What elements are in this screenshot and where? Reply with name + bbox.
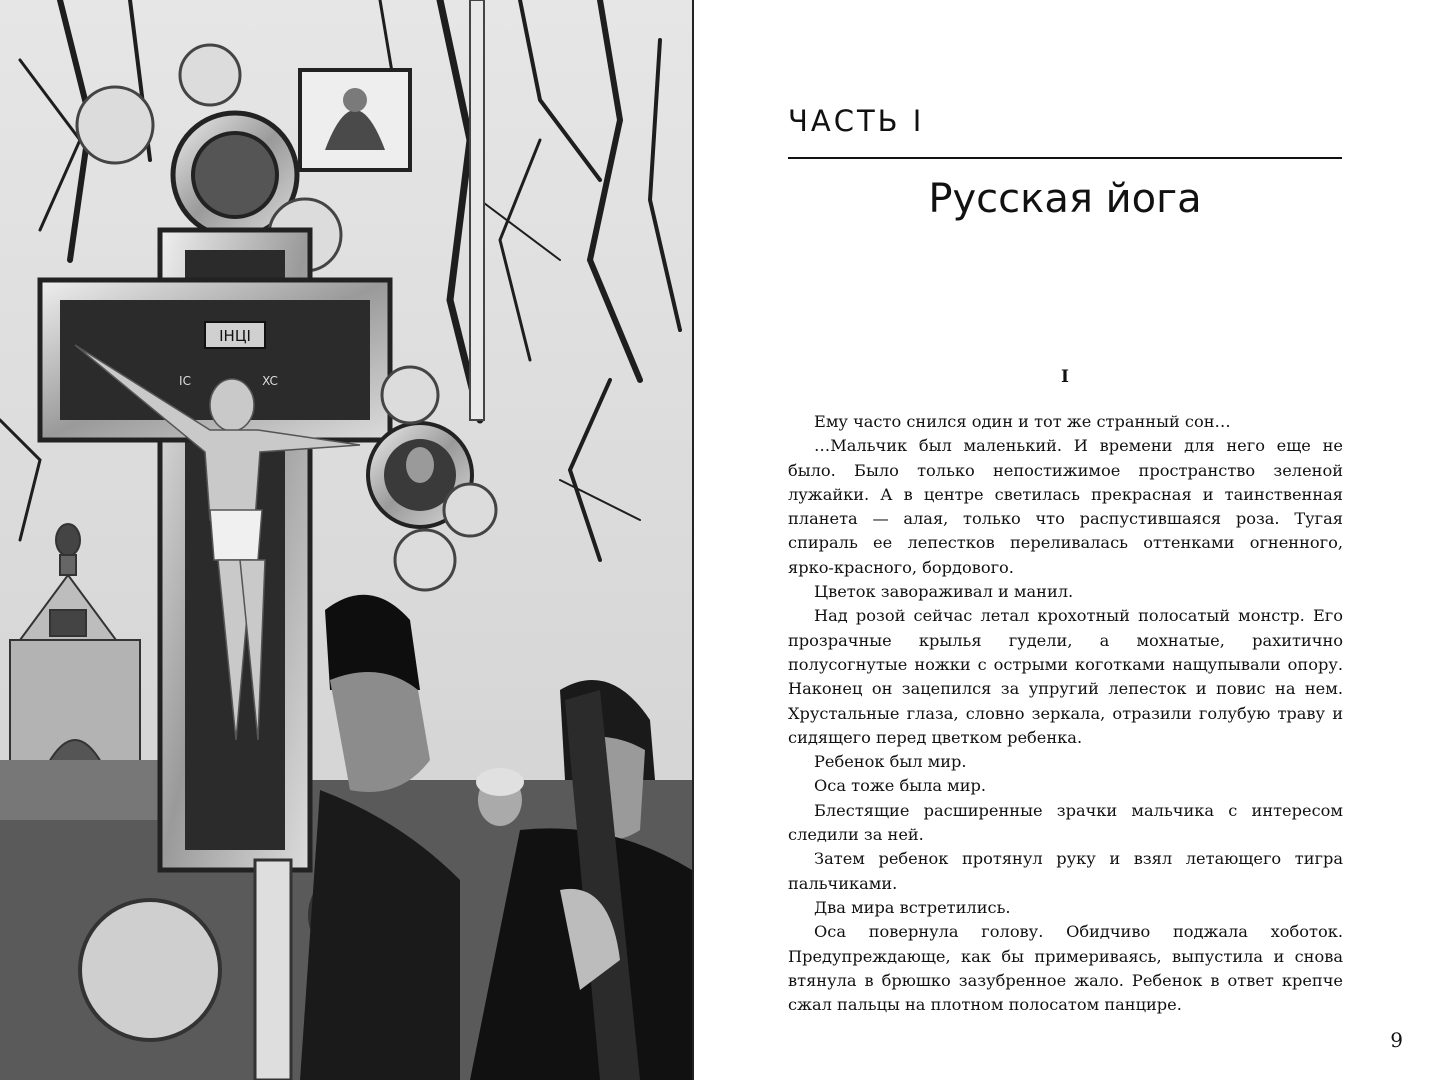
- xc-label: XC: [262, 374, 278, 388]
- section-number: I: [1061, 367, 1069, 387]
- procession-photo: [0, 0, 692, 1080]
- chapter-title: Русская йога: [928, 176, 1202, 222]
- paragraph: Ребенок был мир.: [814, 752, 967, 772]
- paragraph: Оса повернула голову. Обидчиво поджала хоботок. Предупреждающе, как бы примериваясь, выпустила и снова втянула в брюшко зазубренное жало. Ребенок в ответ крепче сжал пальцы на плотном полосатом панцире.: [788, 922, 1343, 1015]
- cross-inscription: ІНЦІ: [219, 327, 251, 345]
- part-divider: [788, 157, 1342, 159]
- paragraph: Ему часто снился один и тот же странный сон…: [814, 412, 1231, 431]
- icon-banner: [300, 70, 410, 170]
- paragraph: Над розой сейчас летал крохотный полосатый монстр. Его прозрачные крылья гудели, а мохнатые, рахитично полусогнутые ножки с острыми коготками нащупывали опору. Наконец он зацепился за упругий лепесток и повис на нем. Хрустальные глаза, словно зеркала, отразили голубую траву и сидящего перед цветком ребенка.: [788, 606, 1343, 747]
- paragraph: Оса тоже была мир.: [814, 776, 987, 796]
- paragraph: Цветок завораживал и манил.: [814, 582, 1074, 602]
- ic-label: IC: [179, 374, 191, 388]
- page-number: 9: [1390, 1028, 1403, 1052]
- body-text: [788, 410, 1343, 1017]
- paragraph: Затем ребенок протянул руку и взял летающего тигра пальчиками.: [788, 849, 1343, 893]
- paragraph: Два мира встретились.: [814, 897, 1011, 917]
- part-label: ЧАСТЬ I: [788, 104, 925, 138]
- photo-page: [0, 0, 694, 1080]
- paragraph: Блестящие расширенные зрачки мальчика с интересом следили за ней.: [788, 800, 1343, 845]
- paragraph: …Мальчик был маленький. И времени для него еще не было. Было только непостижимое пространство зеленой лужайки. А в центре светилась прекрасная и таинственная планета — алая, только что распустившаяся роза. Тугая спираль ее лепестков переливалась оттенками огненного, ярко-красного, бордового.: [788, 436, 1343, 577]
- text-page: [694, 0, 1431, 1080]
